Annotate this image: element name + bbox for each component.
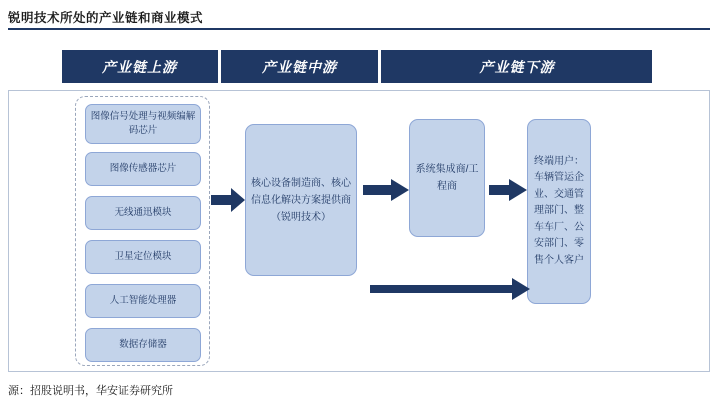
title-divider — [8, 28, 710, 30]
midstream-box: 核心设备制造商、核心信息化解决方案提供商（锐明技术） — [245, 124, 357, 276]
integrator-box: 系统集成商/工程商 — [409, 119, 485, 237]
band-separator-1 — [218, 50, 221, 83]
page-title: 锐明技术所处的产业链和商业模式 — [8, 11, 204, 25]
arrow-upstream-to-midstream — [211, 188, 245, 217]
upstream-box-2: 无线通迅模块 — [85, 196, 201, 230]
upstream-box-1: 图像传感器芯片 — [85, 152, 201, 186]
downstream-box: 终端用户：车辆管运企业、交通管理部门、整车车厂、公安部门、零售个人客户 — [527, 119, 591, 304]
arrow-midstream-to-integrator — [363, 179, 409, 206]
arrow-integrator-to-downstream — [489, 179, 527, 206]
band-cell-downstream: 产业链下游 — [479, 58, 555, 75]
upstream-box-5: 数据存储器 — [85, 328, 201, 362]
upstream-box-0: 图像信号处理与视频编解码芯片 — [85, 104, 201, 144]
source-note: 源：招股说明书，华安证券研究所 — [8, 385, 173, 397]
band-separator-2 — [378, 50, 381, 83]
band-cell-midstream: 产业链中游 — [262, 58, 337, 75]
band-cell-upstream: 产业链上游 — [102, 58, 177, 75]
arrow-midstream-to-downstream — [370, 278, 530, 305]
upstream-box-3: 卫星定位模块 — [85, 240, 201, 274]
upstream-box-4: 人工智能处理器 — [85, 284, 201, 318]
